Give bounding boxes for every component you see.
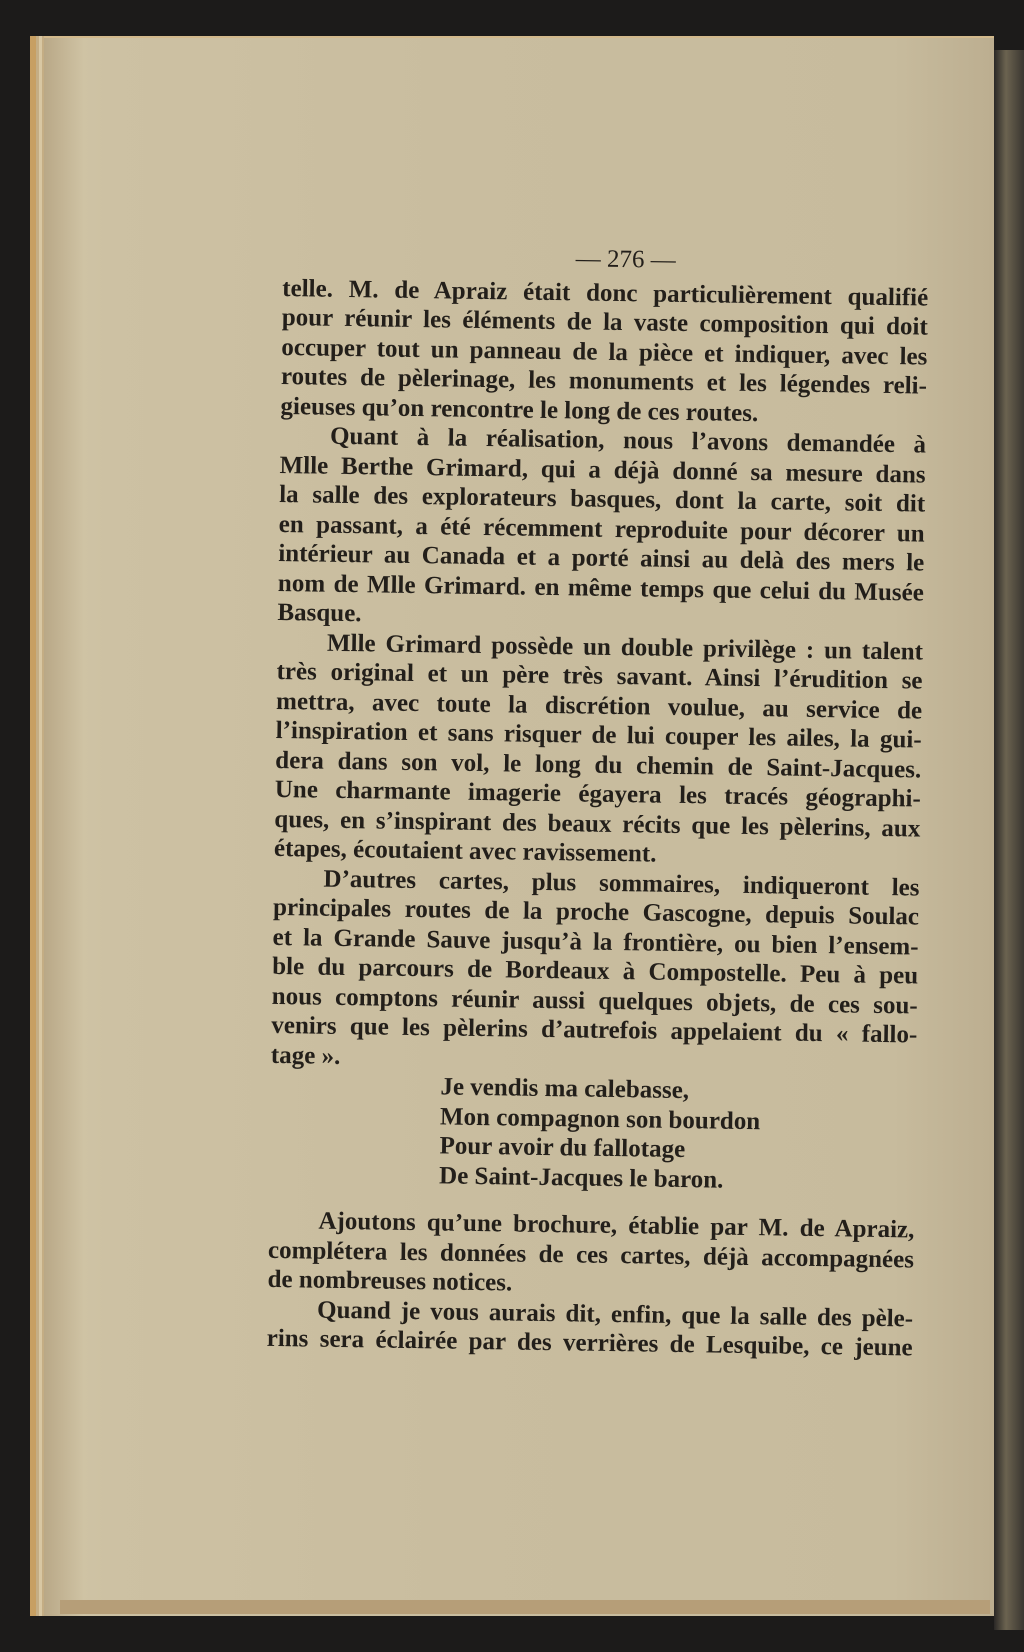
verse-line: Pour avoir du fallotage [439,1132,686,1164]
text-line: complétera les données de ces cartes, déjà accompagnées [267,1236,915,1273]
text-line: l’inspiration et sans risquer de lui couper les ailes, la gui- [275,716,922,754]
text-line: très original et un père très savant. Ainsi l’érudition se [276,657,923,695]
text-line: nom de Mlle Grimard. en même temps que celui du Musée [277,569,925,607]
text-line: étapes, écoutaient avec ravissement. [273,834,657,868]
text-line: dera dans son vol, le long du chemin de Saint-Jacques. [275,746,922,784]
text-line: occuper tout un panneau de la pièce et indiquer, avec les [281,333,928,371]
text-line: Une charmante imagerie égayera les tracés géographi- [274,775,921,813]
text-line: nous comptons réunir aussi quelques objets, de ces sou- [271,982,918,1019]
text-line: routes de pèlerinage, les monuments et les légendes reli- [280,362,928,400]
page-number: — 276 — [575,245,676,274]
page-text [266,240,928,1363]
verse-line: De Saint-Jacques le baron. [438,1161,724,1194]
text-line: rins sera éclairée par des verrières de Lesquibe, ce jeune [266,1324,913,1362]
text-line: et la Grande Sauve jusqu’à la frontière, ou bien l’ensem- [272,923,919,961]
text-line: Ajoutons qu’une brochure, établie par M. de Apraiz, [318,1207,915,1244]
text-line: en passant, a été récemment reproduite pour décorer un [278,510,925,548]
text-line: mettra, avec toute la discrétion voulue, au service de [275,687,923,725]
text-block-1 [271,273,929,1079]
text-line: tage ». [270,1041,341,1070]
text-line: ble du parcours de Bordeaux à Compostelle. Peu à peu [272,952,919,990]
verse-block [269,1070,917,1198]
text-line: principales routes de la proche Gascogne, depuis Soulac [272,893,920,931]
text-line: Mlle Grimard possède un double privilège : un talent [326,629,924,666]
text-line: de nombreuses notices. [267,1265,513,1297]
facing-page-edge [994,50,1024,1630]
text-line: D’autres cartes, plus sommaires, indiqueront les [323,865,920,902]
text-line: pour réunir les éléments de la vaste composition qui doit [281,303,928,341]
text-block-2 [266,1206,914,1363]
text-line: Quant à la réalisation, nous l’avons demandée à [329,422,927,459]
verse-line: Mon compagnon son bourdon [439,1102,761,1135]
text-line: la salle des explorateurs basques, dont la carte, soit dit [279,480,926,518]
text-line: Quand je vous aurais dit, enfin, que la salle des pèle- [316,1296,914,1332]
text-line: Mlle Berthe Grimard, qui a déjà donné sa mesure dans [279,451,926,489]
verse-line: Je vendis ma calebasse, [440,1073,690,1105]
text-line: Basque. [277,598,362,628]
text-line: telle. M. de Apraiz était donc particulièrement qualifié [282,274,929,312]
text-line: intérieur au Canada et a porté ainsi au delà des mers le [278,539,925,577]
text-line: ques, en s’inspirant des beaux récits que les pèlerins, aux [274,805,921,843]
text-line: venirs que les pèlerins d’autrefois appelaient du « fallo- [271,1011,918,1049]
text-line: gieuses qu’on rencontre le long de ces routes. [280,392,759,427]
page-bottom-edge [60,1600,990,1614]
